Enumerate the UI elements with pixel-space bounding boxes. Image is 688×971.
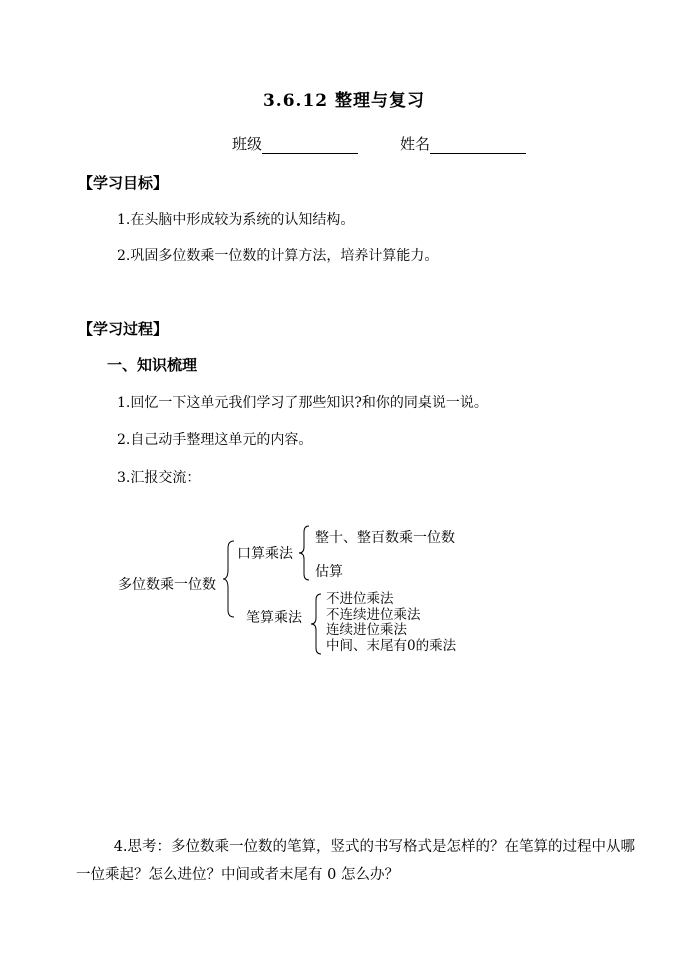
process-item-2: 2.自己动手整理这单元的内容。 xyxy=(117,432,313,448)
written-item-zero-middle-end: 中间、末尾有0的乘法 xyxy=(326,637,457,654)
name-field xyxy=(400,133,526,154)
oral-multiplication-label: 口算乘法 xyxy=(237,546,293,562)
tree-root: 多位数乘一位数 xyxy=(118,577,216,593)
oral-item-tens-hundreds: 整十、整百数乘一位数 xyxy=(315,530,455,546)
oral-brace xyxy=(297,525,311,581)
class-field xyxy=(232,133,358,154)
written-item-no-carry: 不进位乘法 xyxy=(326,591,394,607)
written-item-non-consecutive-carry: 不连续进位乘法 xyxy=(326,606,421,623)
written-brace xyxy=(310,593,322,655)
written-item-consecutive-carry: 连续进位乘法 xyxy=(326,622,407,638)
process-item-1: 1.回忆一下这单元我们学习了那些知识?和你的同桌说一说。 xyxy=(117,395,488,411)
name-label: 姓名 xyxy=(400,135,431,153)
page-title: 3.6.12 整理与复习 xyxy=(262,91,426,111)
root-brace xyxy=(222,540,238,618)
goals-heading: 【学习目标】 xyxy=(78,174,169,192)
goal-item-2: 2.巩固多位数乘一位数的计算方法，培养计算能力。 xyxy=(117,248,439,264)
oral-item-estimation: 估算 xyxy=(315,564,343,580)
knowledge-subheading: 一、知识梳理 xyxy=(107,356,198,374)
reflection-question: 4.思考：多位数乘一位数的笔算，竖式的书写格式是怎样的？在笔算的过程中从哪一位乘起？怎么进位？中间或者末尾有 0 怎么办？ xyxy=(76,839,636,883)
written-multiplication-label: 笔算乘法 xyxy=(246,610,302,626)
goal-item-1: 1.在头脑中形成较为系统的认知结构。 xyxy=(117,212,355,228)
class-blank-line[interactable] xyxy=(262,137,358,154)
process-heading: 【学习过程】 xyxy=(78,320,169,338)
process-item-3: 3.汇报交流： xyxy=(117,470,201,486)
written-items xyxy=(326,592,456,654)
name-blank-line[interactable] xyxy=(430,137,526,154)
class-label: 班级 xyxy=(232,135,263,153)
